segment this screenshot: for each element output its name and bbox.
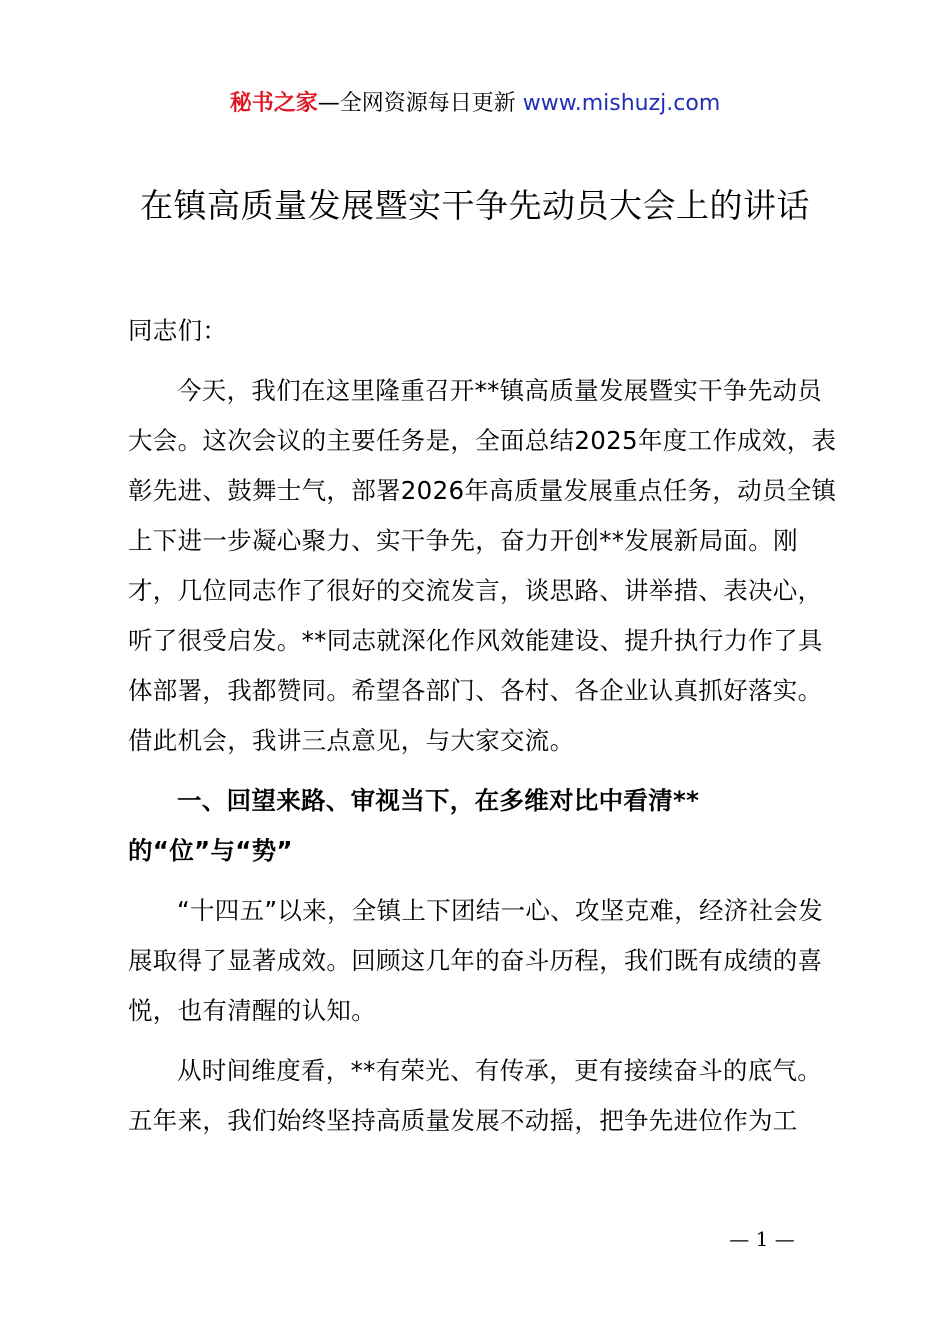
site-url-link[interactable]: www.mishuzj.com <box>522 91 721 116</box>
section-heading-1: 一、回望来路、审视当下，在多维对比中看清**的“位”与“势” <box>128 786 700 865</box>
paragraph-intro: 今天，我们在这里隆重召开**镇高质量发展暨实干争先动员大会。这次会议的主要任务是，全面总结2025年度工作成效，表彰先进、鼓舞士气，部署2026年高质量发展重点任务，动员全镇上下进一步凝心聚力、实干争先，奋力开创**发展新局面。刚才，几位同志作了很好的交流发言，谈思路、讲举措、表决心，听了很受启发。**同志就深化作风效能建设、提升执行力作了具体部署，我都赞同。希望各部门、各村、各企业认真抓好落实。借此机会，我讲三点意见，与大家交流。 <box>128 376 837 755</box>
site-header <box>0 86 950 122</box>
page-number: — 1 — <box>729 1227 795 1251</box>
document-title: 在镇高质量发展暨实干争先动员大会上的讲话 <box>140 186 810 225</box>
site-tagline: —全网资源每日更新 <box>317 91 516 116</box>
document-body <box>128 306 844 1156</box>
site-brand: 秘书之家 <box>229 91 318 116</box>
paragraph-time-dimension: 从时间维度看，**有荣光、有传承，更有接续奋斗的底气。五年来，我们始终坚持高质量发展不动摇，把争先进位作为工 <box>128 1056 823 1135</box>
greeting: 同志们： <box>128 316 228 345</box>
paragraph-review: “十四五”以来，全镇上下团结一心、攻坚克难，经济社会发展取得了显著成效。回顾这几年的奋斗历程，我们既有成绩的喜悦，也有清醒的认知。 <box>128 896 823 1025</box>
